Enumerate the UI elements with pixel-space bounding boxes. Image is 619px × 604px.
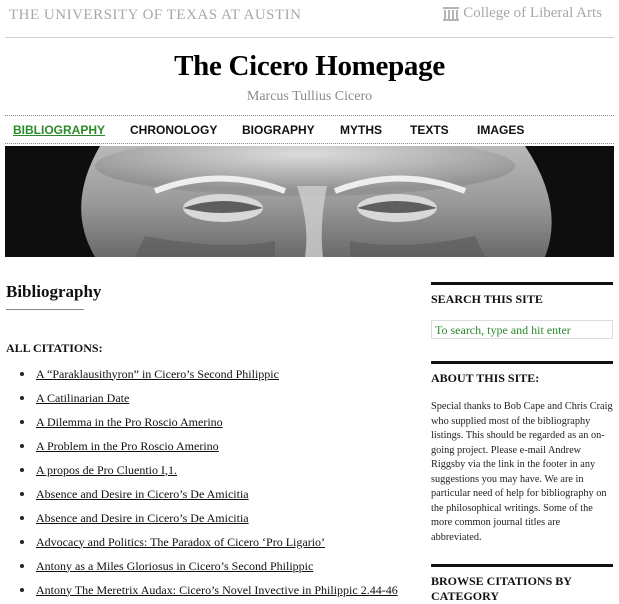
browse-widget — [431, 564, 613, 604]
bullet-icon — [20, 420, 24, 424]
list-item — [20, 386, 398, 410]
citation-link[interactable]: A Catilinarian Date — [36, 390, 130, 405]
bullet-icon — [20, 444, 24, 448]
citation-link[interactable]: Antony as a Miles Gloriosus in Cicero’s Second Philippic — [36, 558, 314, 573]
citation-link[interactable]: Absence and Desire in Cicero’s De Amicitia — [36, 486, 249, 501]
site-title[interactable]: The Cicero Homepage — [174, 50, 445, 82]
list-item — [20, 434, 398, 458]
site-subtitle: Marcus Tullius Cicero — [246, 89, 373, 104]
university-link[interactable]: THE UNIVERSITY OF TEXAS AT AUSTIN — [9, 7, 302, 23]
bullet-icon — [20, 540, 24, 544]
about-widget — [431, 361, 613, 545]
list-item — [20, 578, 398, 602]
citation-link[interactable]: A “Paraklausithyron” in Cicero’s Second Philippic — [36, 366, 279, 381]
top-bar — [0, 0, 619, 38]
list-item — [20, 530, 398, 554]
about-text: Special thanks to Bob Cape and Chris Craig who supplied most of the bibliography listings. This should be regarded as an on-going project. Please e-mail Andrew Riggsby via the link in the footer in any suggestions you may have. We are in particular need of help for bibliography on the philosophical writings. Some of the more common journal titles are abbreviated. — [431, 401, 613, 543]
all-citations-heading: ALL CITATIONS: — [6, 341, 103, 355]
college-name: College of Liberal Arts — [463, 5, 602, 21]
citation-link[interactable]: A propos de Pro Cluentio I,1. — [36, 462, 177, 477]
citation-link[interactable]: Advocacy and Politics: The Paradox of Cicero ‘Pro Ligario’ — [36, 534, 326, 549]
list-item — [20, 554, 398, 578]
list-item — [20, 482, 398, 506]
nav-bibliography[interactable]: BIBLIOGRAPHY — [13, 123, 106, 137]
citation-link[interactable]: A Problem in the Pro Roscio Amerino — [36, 438, 219, 453]
nav-images[interactable]: IMAGES — [477, 123, 525, 137]
list-item — [20, 410, 398, 434]
list-item — [20, 506, 398, 530]
search-heading: SEARCH THIS SITE — [431, 282, 613, 307]
nav-myths[interactable]: MYTHS — [340, 123, 382, 137]
citation-list — [20, 362, 398, 602]
nav-biography[interactable]: BIOGRAPHY — [242, 123, 315, 137]
page-title: Bibliography — [6, 282, 102, 301]
columns-icon — [443, 7, 459, 21]
bullet-icon — [20, 564, 24, 568]
nav-chronology[interactable]: CHRONOLOGY — [130, 123, 218, 137]
bullet-icon — [20, 516, 24, 520]
bullet-icon — [20, 372, 24, 376]
cicero-bust-image — [5, 146, 614, 257]
list-item — [20, 458, 398, 482]
citation-link[interactable]: Antony The Meretrix Audax: Cicero’s Novel Invective in Philippic 2.44-46 — [36, 582, 398, 597]
header-divider — [5, 37, 614, 38]
title-divider — [6, 309, 84, 310]
about-heading: ABOUT THIS SITE: — [431, 361, 613, 386]
browse-heading: BROWSE CITATIONS BY CATEGORY — [431, 564, 613, 604]
bullet-icon — [20, 588, 24, 592]
bullet-icon — [20, 492, 24, 496]
citation-link[interactable]: Absence and Desire in Cicero’s De Amicitia — [36, 510, 249, 525]
nav-texts[interactable]: TEXTS — [410, 123, 449, 137]
search-input[interactable]: To search, type and hit enter — [431, 320, 613, 339]
list-item — [20, 362, 398, 386]
bullet-icon — [20, 396, 24, 400]
main-nav — [5, 115, 614, 144]
search-widget — [431, 282, 613, 339]
bullet-icon — [20, 468, 24, 472]
college-link[interactable] — [443, 5, 602, 22]
citation-link[interactable]: A Dilemma in the Pro Roscio Amerino — [36, 414, 223, 429]
header-banner-image — [5, 146, 614, 257]
